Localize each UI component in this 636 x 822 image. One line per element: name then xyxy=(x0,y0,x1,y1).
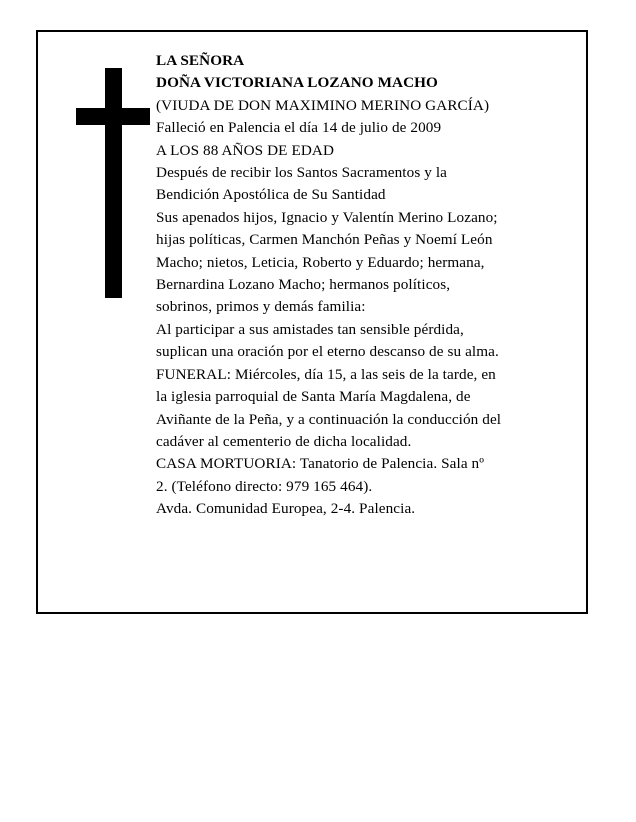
family-paragraph xyxy=(156,207,574,319)
mortuary-line-1: CASA MORTUORIA: Tanatorio de Palencia. Sala nº xyxy=(156,455,485,473)
widow-line: (VIUDA DE DON MAXIMINO MERINO GARCÍA) xyxy=(156,96,490,114)
funeral-line-4: cadáver al cementerio de dicha localidad. xyxy=(156,432,412,450)
deceased-name: DOÑA VICTORIANA LOZANO MACHO xyxy=(156,74,438,92)
obituary-card xyxy=(36,30,588,614)
cross-icon-vertical-bar xyxy=(105,68,122,298)
family-line-3: Macho; nietos, Leticia, Roberto y Eduardo; hermana, xyxy=(156,253,485,271)
funeral-line-2: la iglesia parroquial de Santa María Magdalena, de xyxy=(156,388,471,406)
family-line-1: Sus apenados hijos, Ignacio y Valentín Merino Lozano; xyxy=(156,208,498,226)
mortuary-line-2: 2. (Teléfono directo: 979 165 464). xyxy=(156,477,373,495)
request-line-1: Al participar a sus amistades tan sensible pérdida, xyxy=(156,320,464,338)
family-line-2: hijas políticas, Carmen Manchón Peñas y Noemí León xyxy=(156,231,493,249)
sacraments-paragraph xyxy=(156,162,574,207)
cross-icon-horizontal-bar xyxy=(76,108,150,125)
family-line-4: Bernardina Lozano Macho; hermanos políticos, xyxy=(156,276,451,294)
title-line: LA SEÑORA xyxy=(156,52,245,69)
request-paragraph xyxy=(156,319,574,364)
funeral-line-1: FUNERAL: Miércoles, día 15, a las seis de la tarde, en xyxy=(156,365,496,383)
age-line: A LOS 88 AÑOS DE EDAD xyxy=(156,141,335,159)
cross-icon xyxy=(76,68,150,298)
address-line: Avda. Comunidad Europea, 2-4. Palencia. xyxy=(156,500,416,518)
mortuary-paragraph xyxy=(156,453,574,498)
sacraments-line-2: Bendición Apostólica de Su Santidad xyxy=(156,186,386,204)
funeral-line-3: Aviñante de la Peña, y a continuación la conducción del xyxy=(156,410,502,428)
family-line-5: sobrinos, primos y demás familia: xyxy=(156,298,366,316)
funeral-paragraph xyxy=(156,364,574,454)
sacraments-line-1: Después de recibir los Santos Sacramentos y la xyxy=(156,164,447,182)
obituary-card-inner xyxy=(38,32,586,612)
death-date-line: Falleció en Palencia el día 14 de julio de 2009 xyxy=(156,119,442,137)
obituary-text-block xyxy=(156,50,574,521)
request-line-2: suplican una oración por el eterno descanso de su alma. xyxy=(156,343,499,361)
